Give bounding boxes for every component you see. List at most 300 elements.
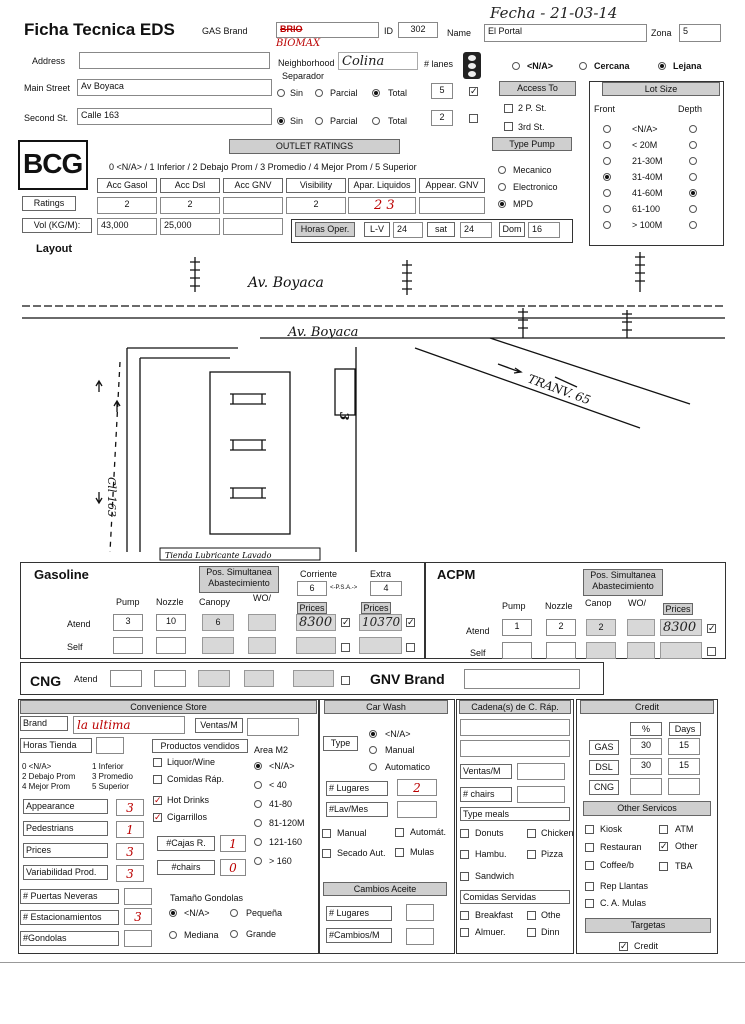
cajas-field[interactable]: 1	[220, 835, 246, 852]
acpm-prices-header: Prices	[663, 603, 693, 615]
gondolas-label: #Gondolas	[20, 931, 119, 946]
cng-atend-check[interactable]	[341, 676, 350, 685]
cw-na-radio[interactable]	[369, 730, 377, 738]
tam-mediana-label: Mediana	[184, 930, 219, 940]
credit-header: Credit	[580, 700, 714, 714]
tam-pequena-radio[interactable]	[230, 909, 238, 917]
prox-na-label: <N/A>	[527, 61, 554, 71]
cw-auto-radio[interactable]	[369, 763, 377, 771]
cigarrillos-checkbox[interactable]: ✓	[154, 812, 162, 822]
second-st-field[interactable]: Calle 163	[77, 108, 272, 125]
puertas-field[interactable]	[124, 888, 152, 905]
neighborhood-label: Neighborhood	[278, 58, 335, 68]
lot-front-radio[interactable]	[603, 157, 611, 165]
area-radio[interactable]	[254, 800, 262, 808]
second-total-radio[interactable]	[372, 117, 380, 125]
lot-front-radio[interactable]	[603, 173, 611, 181]
tba-checkbox[interactable]	[659, 862, 668, 871]
store-rating-label: Appearance	[23, 799, 108, 814]
cajas-label: #Cajas R.	[157, 836, 215, 851]
gas-self-price2[interactable]	[359, 637, 402, 654]
prox-cercana-radio[interactable]	[579, 62, 587, 70]
breakfast-checkbox[interactable]	[460, 911, 469, 920]
area-radio[interactable]	[254, 762, 262, 770]
gnv-brand-label: GNV Brand	[370, 671, 445, 687]
cng-atend-wo[interactable]	[244, 670, 274, 687]
gas-brand-field[interactable]: BRIO	[276, 22, 379, 38]
credit-gas-pct[interactable]: 30	[630, 738, 662, 755]
cambios-aceite-header: Cambios Aceite	[323, 882, 447, 896]
main-parcial-radio[interactable]	[315, 89, 323, 97]
gas-pos-sim-header: Pos. Simultanea Abastecimiento	[199, 566, 279, 593]
acpm-wo-label: WO/	[628, 598, 646, 608]
cigarrillos-label: Cigarrillos	[167, 812, 208, 822]
credit-cng-days[interactable]	[668, 778, 700, 795]
breakfast-label: Breakfast	[475, 910, 514, 920]
credit-cng-pct[interactable]	[630, 778, 662, 795]
second-sin-label: Sin	[290, 116, 304, 126]
other-service-checkbox[interactable]: ✓	[660, 841, 668, 851]
cw-mulas-label: Mulas	[410, 847, 435, 857]
lot-option-label: 61-100	[632, 204, 661, 214]
outlet-scale: 0 <N/A> / 1 Inferior / 2 Debajo Prom / 3 Promedio / 4 Mejor Prom / 5 Superior	[109, 162, 417, 172]
extra-field[interactable]: 4	[370, 581, 402, 596]
neighborhood-value: Colina	[342, 54, 385, 69]
gas-self-price2-check[interactable]	[406, 643, 415, 652]
horas-oper-label: Horas Oper.	[295, 222, 355, 237]
acpm-atend-price[interactable]: 8300	[660, 619, 702, 636]
othe-checkbox[interactable]	[527, 911, 536, 920]
outlet-column-header: Acc Gasol	[97, 178, 157, 193]
store-header: Convenience Store	[20, 700, 317, 714]
cng-atend-canopy[interactable]	[198, 670, 230, 687]
lot-depth-radio[interactable]	[689, 205, 697, 213]
road-cll-163: Cll 163	[105, 477, 118, 517]
tamano-label: Tamaño Gondolas	[170, 893, 244, 903]
cadena-header: Cadena(s) de C. Ráp.	[459, 700, 571, 714]
name-field[interactable]: El Portal	[484, 24, 647, 42]
area-option-label: < 40	[269, 780, 287, 790]
lot-option-label: < 20M	[632, 140, 658, 150]
type-pump-header: Type Pump	[492, 137, 572, 151]
cw-manual-check-label: Manual	[337, 828, 367, 838]
outlet-rating-field[interactable]: 2	[286, 197, 346, 214]
second-lanes-field[interactable]: 2	[431, 110, 453, 126]
hambu-label: Hambu.	[475, 849, 507, 859]
ca-mulas-checkbox[interactable]	[585, 899, 594, 908]
tam-pequena-label: Pequeña	[246, 908, 283, 918]
cw-secado-checkbox[interactable]	[322, 849, 331, 858]
gas-wo-label: WO/	[253, 593, 271, 603]
sat-field[interactable]: 24	[460, 222, 492, 238]
gas-self-price1[interactable]	[296, 637, 336, 654]
chicken-label: Chicken	[541, 828, 574, 838]
main-parcial-label: Parcial	[330, 88, 358, 98]
svg-text:3: 3	[337, 412, 351, 421]
bcg-logo: BCG	[18, 140, 88, 190]
access-to-header: Access To	[499, 81, 576, 96]
address-field[interactable]	[79, 52, 270, 69]
acpm-atend-price-check[interactable]: ✓	[708, 623, 716, 633]
prox-lejana-radio[interactable]	[658, 62, 666, 70]
chairs-field[interactable]: 0	[220, 859, 246, 876]
acpm-self-wo[interactable]	[627, 642, 655, 659]
lot-depth-radio[interactable]	[689, 173, 697, 181]
lv-field[interactable]: 24	[393, 222, 423, 238]
main-total-label: Total	[388, 88, 408, 98]
outlet-vol-field[interactable]	[223, 218, 283, 235]
almuer-checkbox[interactable]	[460, 928, 469, 937]
lot-option-label: 21-30M	[632, 156, 663, 166]
store-rating-field[interactable]: 3	[116, 843, 144, 860]
gas-nozzle-label: Nozzle	[156, 597, 184, 607]
lot-depth-radio[interactable]	[689, 157, 697, 165]
page-title: Ficha Tecnica EDS	[24, 20, 175, 39]
fecha-handwritten: Fecha - 21-03-14	[490, 4, 618, 22]
road-tranv: TRANV. 65	[525, 371, 593, 408]
address-label: Address	[32, 56, 66, 66]
otros-servicios-header: Other Servicos	[583, 801, 711, 816]
area-radio[interactable]	[254, 819, 262, 827]
store-rating-field[interactable]: 1	[116, 821, 144, 838]
gas-self-pump[interactable]	[113, 637, 143, 654]
area-option-label: 41-80	[269, 799, 293, 809]
gas-atend-price2[interactable]: 10370	[359, 614, 402, 631]
ca-lugares-label: # Lugares	[326, 906, 392, 921]
gas-atend-price1[interactable]: 8300	[296, 614, 336, 631]
second-parcial-label: Parcial	[330, 116, 358, 126]
cng-atend-nozzle[interactable]	[154, 670, 186, 687]
gas-prices-header-2: Prices	[361, 602, 391, 614]
traffic-light-icon	[463, 52, 481, 79]
horas-tienda-field[interactable]	[96, 737, 124, 754]
rep-llantas-checkbox[interactable]	[585, 882, 594, 891]
outlet-vol-field[interactable]: 25,000	[160, 218, 220, 235]
acpm-self-price-check[interactable]	[707, 647, 716, 656]
ca-mulas-label: C. A. Mulas	[600, 898, 647, 908]
acpm-self-canop[interactable]	[586, 642, 616, 659]
lot-option-label: <N/A>	[632, 124, 658, 134]
lot-front-radio[interactable]	[603, 189, 611, 197]
dom-field[interactable]: 16	[528, 222, 560, 238]
mecanico-radio[interactable]	[498, 166, 506, 174]
acpm-self-label: Self	[470, 648, 486, 658]
mpd-radio[interactable]	[498, 200, 506, 208]
ventas-field[interactable]	[247, 718, 299, 736]
credit-dsl-days[interactable]: 15	[668, 758, 700, 775]
acpm-atend-canop[interactable]: 2	[586, 619, 616, 636]
corriente-label: Corriente	[300, 569, 338, 579]
lot-front-radio[interactable]	[603, 141, 611, 149]
acpm-self-nozzle[interactable]	[546, 642, 576, 659]
credit-card-checkbox[interactable]: ✓	[620, 941, 628, 951]
cadena-ventas-field[interactable]	[517, 763, 565, 780]
sandwich-checkbox[interactable]	[460, 872, 469, 881]
main-sin-label: Sin	[290, 88, 304, 98]
zona-field[interactable]: 5	[679, 24, 721, 42]
outlet-column-header: Appear. GNV	[419, 178, 485, 193]
ventas-label: Ventas/M	[195, 718, 243, 733]
atm-checkbox[interactable]	[659, 825, 668, 834]
main-total-radio[interactable]	[372, 89, 380, 97]
scale-line-4: 4 Mejor Prom	[22, 782, 71, 791]
second-lanes-checkbox[interactable]	[469, 114, 478, 123]
gas-self-canopy[interactable]	[202, 637, 234, 654]
tam-na-label: <N/A>	[184, 908, 210, 918]
lot-front-radio[interactable]	[603, 205, 611, 213]
main-street-field[interactable]: Av Boyaca	[77, 79, 272, 96]
area-radio[interactable]	[254, 838, 262, 846]
liquor-label: Liquor/Wine	[167, 757, 216, 767]
cadena-chairs-field[interactable]	[517, 786, 565, 803]
lot-depth-radio[interactable]	[689, 189, 697, 197]
gas-prices-header-1: Prices	[297, 602, 327, 614]
tba-label: TBA	[675, 861, 693, 871]
acpm-atend-pump[interactable]: 1	[502, 619, 532, 636]
tam-grande-radio[interactable]	[230, 930, 238, 938]
scale-line-3: 3 Promedio	[92, 772, 133, 781]
gas-atend-wo[interactable]	[248, 614, 276, 631]
credit-dsl-pct[interactable]: 30	[630, 758, 662, 775]
kiosk-checkbox[interactable]	[585, 825, 594, 834]
gas-atend-price1-check[interactable]: ✓	[342, 617, 350, 627]
gas-brand-handwritten: BIOMAX	[276, 38, 321, 49]
hambu-checkbox[interactable]	[460, 850, 469, 859]
lot-front-radio[interactable]	[603, 221, 611, 229]
area-option-label: <N/A>	[269, 761, 295, 771]
mecanico-label: Mecanico	[513, 165, 552, 175]
scale-line-2: 2 Debajo Prom	[22, 772, 76, 781]
restauran-label: Restauran	[600, 842, 642, 852]
acpm-atend-nozzle[interactable]: 2	[546, 619, 576, 636]
cw-manual-label: Manual	[385, 745, 415, 755]
cng-atend-price[interactable]	[293, 670, 334, 687]
horas-tienda-label: Horas Tienda	[20, 738, 92, 753]
donuts-checkbox[interactable]	[460, 829, 469, 838]
outlet-column-header: Apar. Liquidos	[348, 178, 416, 193]
separador-label: Separador	[282, 71, 325, 81]
gnv-brand-field[interactable]	[464, 669, 580, 689]
credit-days-label: Days	[669, 722, 701, 736]
credit-cng-label: CNG	[589, 780, 619, 795]
pizza-checkbox[interactable]	[527, 850, 536, 859]
gas-atend-nozzle[interactable]: 10	[156, 614, 186, 631]
tam-na-radio[interactable]	[169, 909, 177, 917]
ca-cambios-field[interactable]	[406, 928, 434, 945]
prox-lejana-label: Lejana	[673, 61, 702, 71]
id-label: ID	[384, 26, 393, 36]
type-meals-header: Type meals	[460, 807, 570, 821]
cw-lavmes-label: #Lav/Mes	[326, 802, 388, 817]
cw-mulas-checkbox[interactable]	[395, 848, 404, 857]
cadena-chairs-label: # chairs	[460, 787, 512, 802]
cw-lugares-field[interactable]: 2	[397, 779, 437, 796]
almuer-label: Almuer.	[475, 927, 506, 937]
two-pst-checkbox[interactable]	[504, 104, 513, 113]
gondolas-field[interactable]	[124, 930, 152, 947]
credit-gas-label: GAS	[589, 740, 619, 755]
page-edge	[0, 962, 745, 963]
two-pst-label: 2 P. St.	[518, 103, 547, 113]
prox-cercana-label: Cercana	[594, 61, 630, 71]
neighborhood-field[interactable]	[338, 52, 418, 70]
mpd-label: MPD	[513, 199, 533, 209]
cw-automat-checkbox[interactable]	[395, 828, 404, 837]
main-lanes-checkbox[interactable]: ✓	[470, 86, 478, 96]
pizza-label: Pizza	[541, 849, 564, 859]
gas-self-price1-check[interactable]	[341, 643, 350, 652]
third-st-checkbox[interactable]	[504, 122, 513, 131]
cadena-field-2[interactable]	[460, 740, 570, 757]
name-label: Name	[447, 28, 472, 38]
acpm-atend-label: Atend	[466, 626, 490, 636]
lot-depth-radio[interactable]	[689, 125, 697, 133]
outlet-column-header: Visibility	[286, 178, 346, 193]
store-rating-label: Variabilidad Prod.	[23, 865, 108, 880]
comidas-servidas-header: Comidas Servidas	[460, 890, 570, 904]
tam-mediana-radio[interactable]	[169, 931, 177, 939]
electronico-label: Electronico	[513, 182, 558, 192]
brand-label: Brand	[20, 716, 68, 731]
hot-drinks-label: Hot Drinks	[167, 795, 210, 805]
lot-size-header: Lot Size	[602, 82, 720, 96]
dinn-label: Dinn	[541, 927, 560, 937]
kiosk-label: Kiosk	[600, 824, 623, 834]
gas-atend-canopy[interactable]: 6	[202, 614, 234, 631]
outlet-rating-field[interactable]	[419, 197, 485, 214]
area-option-label: 81-120M	[269, 818, 305, 828]
cw-na-label: <N/A>	[385, 729, 411, 739]
car-wash-header: Car Wash	[324, 700, 448, 714]
hot-drinks-checkbox[interactable]: ✓	[154, 795, 162, 805]
gas-self-wo[interactable]	[248, 637, 276, 654]
lot-front-radio[interactable]	[603, 125, 611, 133]
coffee-label: Coffee/b	[600, 860, 634, 870]
second-total-label: Total	[388, 116, 408, 126]
area-option-label: > 160	[269, 856, 292, 866]
main-lanes-field[interactable]: 5	[431, 83, 453, 99]
second-parcial-radio[interactable]	[315, 117, 323, 125]
lot-option-label: 41-60M	[632, 188, 663, 198]
corriente-field[interactable]: 6	[297, 581, 327, 596]
credit-pct-label: %	[630, 722, 662, 736]
productos-label: Productos vendidos	[152, 739, 248, 753]
gas-atend-price2-check[interactable]: ✓	[407, 617, 415, 627]
store-rating-field[interactable]: 3	[116, 865, 144, 882]
ca-cambios-label: #Cambios/M	[326, 928, 392, 943]
outlet-rating-field[interactable]: 2	[160, 197, 220, 214]
acpm-self-price[interactable]	[660, 642, 702, 659]
cng-title: CNG	[30, 673, 62, 689]
puertas-label: # Puertas Neveras	[20, 889, 119, 904]
dinn-checkbox[interactable]	[527, 928, 536, 937]
store-rating-label: Pedestrians	[23, 821, 108, 836]
gas-atend-label: Atend	[67, 619, 91, 629]
gas-self-label: Self	[67, 642, 83, 652]
acpm-self-pump[interactable]	[502, 642, 532, 659]
outlet-vol-field[interactable]: 43,000	[97, 218, 157, 235]
outlet-column-header: Acc Dsl	[160, 178, 220, 193]
cw-lavmes-field[interactable]	[397, 801, 437, 818]
ratings-label: Ratings	[22, 196, 76, 211]
credit-dsl-label: DSL	[589, 760, 619, 775]
acpm-atend-wo[interactable]	[627, 619, 655, 636]
lot-depth-radio[interactable]	[689, 141, 697, 149]
area-radio[interactable]	[254, 781, 262, 789]
restauran-checkbox[interactable]	[585, 843, 594, 852]
layout-label: Layout	[36, 243, 73, 255]
cw-lugares-label: # Lugares	[326, 781, 388, 796]
chicken-checkbox[interactable]	[527, 829, 536, 838]
credit-card-label: Credit	[634, 941, 659, 951]
cadena-field-1[interactable]	[460, 719, 570, 736]
id-field[interactable]: 302	[398, 22, 438, 38]
acpm-pos-sim-header: Pos. Simultanea Abastecimiento	[583, 569, 663, 596]
vol-label: Vol (KG/M):	[22, 218, 92, 233]
outlet-rating-field[interactable]: 2	[97, 197, 157, 214]
gas-self-nozzle[interactable]	[156, 637, 186, 654]
othe-label: Othe	[541, 910, 561, 920]
sandwich-label: Sandwich	[475, 871, 515, 881]
chairs-label: #chairs	[157, 860, 215, 875]
gasoline-title: Gasoline	[34, 567, 89, 582]
area-radio[interactable]	[254, 857, 262, 865]
area-label: Area M2	[254, 745, 289, 755]
lv-label: L-V	[364, 222, 390, 237]
liquor-checkbox[interactable]	[153, 758, 162, 767]
ca-lugares-field[interactable]	[406, 904, 434, 921]
gas-pump-label: Pump	[116, 597, 140, 607]
cng-atend-label: Atend	[74, 674, 98, 684]
scale-line-0: 0 <N/A>	[22, 762, 52, 771]
lot-depth-radio[interactable]	[689, 221, 697, 229]
donuts-label: Donuts	[475, 828, 504, 838]
comidas-checkbox[interactable]	[153, 775, 162, 784]
cadena-ventas-label: Ventas/M	[460, 764, 512, 779]
prox-na-radio[interactable]	[512, 62, 520, 70]
targetas-header: Targetas	[585, 918, 711, 933]
electronico-radio[interactable]	[498, 183, 506, 191]
acpm-pump-label: Pump	[502, 601, 526, 611]
road-av-boyaca-1: Av. Boyaca	[248, 275, 324, 291]
store-rating-field[interactable]: 3	[116, 799, 144, 816]
second-sin-radio[interactable]	[277, 117, 285, 125]
scale-line-5: 5 Superior	[92, 782, 129, 791]
acpm-canop-label: Canop	[585, 598, 612, 608]
dom-label: Dom	[499, 222, 525, 237]
cw-auto-label: Automatico	[385, 762, 431, 772]
gas-atend-pump[interactable]: 3	[113, 614, 143, 631]
psa-label: <-P.S.A.->	[330, 585, 358, 591]
estacionamientos-field[interactable]: 3	[124, 908, 152, 925]
zona-label: Zona	[651, 28, 672, 38]
extra-label: Extra	[370, 569, 392, 579]
lot-option-label: > 100M	[632, 220, 663, 230]
other-service-label: Other	[675, 841, 698, 851]
credit-gas-days[interactable]: 15	[668, 738, 700, 755]
brand-field[interactable]: la ultima	[73, 716, 185, 734]
estacionamientos-label: # Estacionamientos	[20, 910, 119, 925]
cw-manual-radio[interactable]	[369, 746, 377, 754]
cng-atend-pump[interactable]	[110, 670, 142, 687]
main-sin-radio[interactable]	[277, 89, 285, 97]
outlet-rating-field[interactable]	[223, 197, 283, 214]
lanes-label: # lanes	[424, 59, 454, 69]
cw-manual-checkbox[interactable]	[322, 829, 331, 838]
acpm-title: ACPM	[437, 567, 476, 582]
coffee-checkbox[interactable]	[585, 861, 594, 870]
comidas-label: Comidas Ráp.	[167, 774, 225, 784]
